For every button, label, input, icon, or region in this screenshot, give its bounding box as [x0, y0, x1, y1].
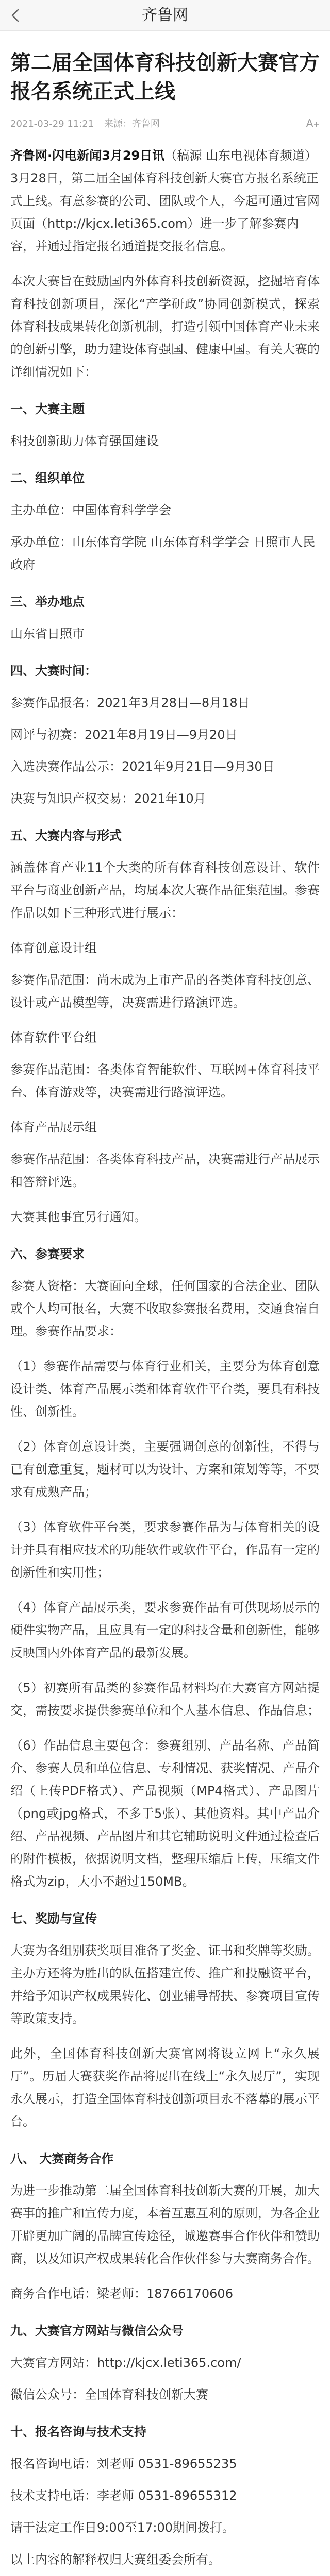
- requirement-item-2: （2）体育创意设计类，主要强调创意的创新性，不得与已有创意重复，题材可以为设计、方案和策划等等，不要求有成熟产品；: [10, 1439, 320, 1499]
- requirement-item-1: （1）参赛作品需要与体育行业相关，主要分为体育创意设计类、体育产品展示类和体育软件平台类，要具有科技性、创新性。: [10, 1359, 320, 1419]
- requirement-item-4: （4）体育产品展示类，要求参赛作品有可供现场展示的硬件实物产品，且应具有一定的科技含量和创新性，能够反映国内外体育产品的最新发展。: [10, 1600, 320, 1660]
- official-website[interactable]: 大赛官方网站：http://kjcx.leti365.com/: [10, 2355, 241, 2370]
- registration-phone: 报名咨询电话：刘老师 0531-89655235: [10, 2456, 237, 2471]
- requirement-item-3: （3）体育软件平台类，要求参赛作品为与体育相关的设计并具有相应技术的功能软件或软件平台，作品有一定的创新性和实用性；: [10, 1520, 320, 1580]
- requirement-item-6: （6）作品信息主要包含：参赛组别、产品名称、产品简介、参赛人员和单位信息、专利情况、获奖情况、产品介绍（上传PDF格式）、产品视频（MP4格式）、产品图片（png或jpg格式，不多于5张）、其他资料。其中产品介绍、产品视频、产品图片和其它辅助说明文件通过检查后的附件模板，依据说明文档，整理压缩后上传，压缩文件格式为zip，大小不超过150MB。: [10, 1738, 320, 1889]
- font-toggle-sup: +: [313, 120, 320, 129]
- calling-hours: 请于法定工作日9:00至17:00期间拨打。: [10, 2520, 235, 2535]
- lead-paragraph: [10, 144, 320, 258]
- schedule-online-review: 网评与初赛：2021年8月19日—9月20日: [10, 727, 238, 742]
- group-software-title: 体育软件平台组: [10, 1030, 97, 1045]
- section-schedule-heading: 四、大赛时间：: [10, 664, 97, 678]
- section-organizers-heading: 二、组织单位: [10, 471, 85, 485]
- venue-text: 山东省日照市: [10, 626, 85, 641]
- tech-support-phone: 技术支持电话：李老师 0531-89655312: [10, 2488, 237, 2503]
- top-bar: [0, 0, 330, 31]
- article-title: 第二届全国体育科技创新大赛官方报名系统正式上线: [10, 51, 320, 104]
- section-venue-heading: 三、举办地点: [10, 595, 85, 609]
- article-source: 来源：齐鲁网: [104, 118, 160, 129]
- awards-text-1: 大赛为各组别获奖项目准备了奖金、证书和奖牌等奖励。主办方还将为胜出的队伍搭建宣传、推广和投融资平台，并给予知识产权成果转化、创业辅导帮扶、参赛项目宣传等政策支持。: [10, 1943, 320, 2026]
- schedule-registration: 参赛作品报名：2021年3月28日—8月18日: [10, 696, 250, 710]
- group-software-text: 参赛作品范围：各类体育智能软件、互联网+体育科技平台、体育游戏等，决赛需进行路演评选。: [10, 1062, 320, 1099]
- business-text: 为进一步推动第二届全国体育科技创新大赛的开展，加大赛事的推广和宣传力度，本着互惠互利的原则，为各企业开辟更加广阔的品牌宣传途径，诚邀赛事合作伙伴和赞助商，以及知识产权成果转化合作伙伴参与大赛商务合作。: [10, 2183, 320, 2266]
- section-contact-heading: 十、报名咨询与技术支持: [10, 2425, 146, 2439]
- host-unit: 主办单位：中国体育科学学会: [10, 503, 171, 517]
- article-meta: [10, 116, 320, 130]
- requirements-intro: 参赛人资格：大赛面向全球，任何国家的合法企业、团队或个人均可报名，大赛不收取参赛报名费用，交通食宿自理。参赛作品要求：: [10, 1279, 320, 1338]
- schedule-shortlist: 入选决赛作品公示：2021年9月21日—9月30日: [10, 759, 275, 774]
- group-creative-text: 参赛作品范围：尚未成为上市产品的各类体育科技创意、设计或产品模型等，决赛需进行路演评选。: [10, 973, 320, 1010]
- lead-body: （稿源 山东电视体育频道）3月28日，第二届全国体育科技创新大赛官方报名系统正式上线。有意参赛的公司、团队或个人，今起可通过官网页面（http://kjcx.leti365.com）进一步了解参赛内容，并通过指定报名通道提交报名信息。: [10, 148, 320, 253]
- awards-text-2: 此外，全国体育科技创新大赛官网将设立网上“永久展厅”。历届大赛获奖作品将展出在线上“永久展厅”，实现永久展示，打造全国体育科技创新项目永不落幕的展示平台。: [10, 2046, 320, 2129]
- other-matters-note: 大赛其他事宜另行通知。: [10, 1210, 146, 1224]
- business-contact: 商务合作电话：梁老师：18766170606: [10, 2286, 233, 2301]
- section-requirements-heading: 六、参赛要求: [10, 1247, 85, 1261]
- requirement-item-5: （5）初赛所有品类的参赛作品材料均在大赛官方网站提交，需按要求提供参赛单位和个人基本信息、作品信息；: [10, 1681, 320, 1718]
- section-business-heading: 八、 大赛商务合作: [10, 2151, 114, 2166]
- section-awards-heading: 七、奖励与宣传: [10, 1911, 97, 1926]
- section-official-site-heading: 九、大赛官方网站与微信公众号: [10, 2324, 184, 2338]
- group-creative-title: 体育创意设计组: [10, 941, 97, 955]
- content-intro: 涵盖体育产业11个大类的所有体育科技创意设计、软件平台与商业创新产品，均属本次大赛作品征集范围。参赛作品以如下三种形式进行展示：: [10, 860, 320, 920]
- back-arrow-icon[interactable]: [7, 7, 24, 24]
- section-theme-heading: 一、大赛主题: [10, 402, 85, 416]
- font-toggle-label: A: [306, 117, 314, 129]
- lead-dateline: 齐鲁网·闪电新闻3月29日讯: [10, 148, 165, 163]
- group-product-title: 体育产品展示组: [10, 1120, 97, 1134]
- interpretation-note: 以上内容的解释权归大赛组委会所有。: [10, 2552, 221, 2567]
- font-size-toggle[interactable]: [306, 117, 320, 129]
- article: [0, 31, 330, 2576]
- section-content-heading: 五、大赛内容与形式: [10, 828, 122, 843]
- wechat-account: 微信公众号：全国体育科技创新大赛: [10, 2387, 208, 2402]
- section-theme-text: 科技创新助力体育强国建设: [10, 434, 159, 448]
- intro-paragraph: 本次大赛旨在鼓励国内外体育科技创新资源，挖掘培育体育科技创新项目，深化“产学研政”协同创新模式，探索体育科技成果转化创新机制，打造引领中国体育产业未来的创新引擎，助力建设体育强国、健康中国。有关大赛的详细情况如下：: [10, 274, 320, 379]
- undertaking-unit: 承办单位：山东体育学院 山东体育科学学会 日照市人民政府: [10, 535, 316, 572]
- publish-date: 2021-03-29 11:21: [10, 118, 94, 129]
- group-product-text: 参赛作品范围：各类体育科技产品，决赛需进行产品展示和答辩评选。: [10, 1152, 320, 1189]
- schedule-final: 决赛与知识产权交易：2021年10月: [10, 791, 206, 806]
- site-name: 齐鲁网: [142, 6, 188, 24]
